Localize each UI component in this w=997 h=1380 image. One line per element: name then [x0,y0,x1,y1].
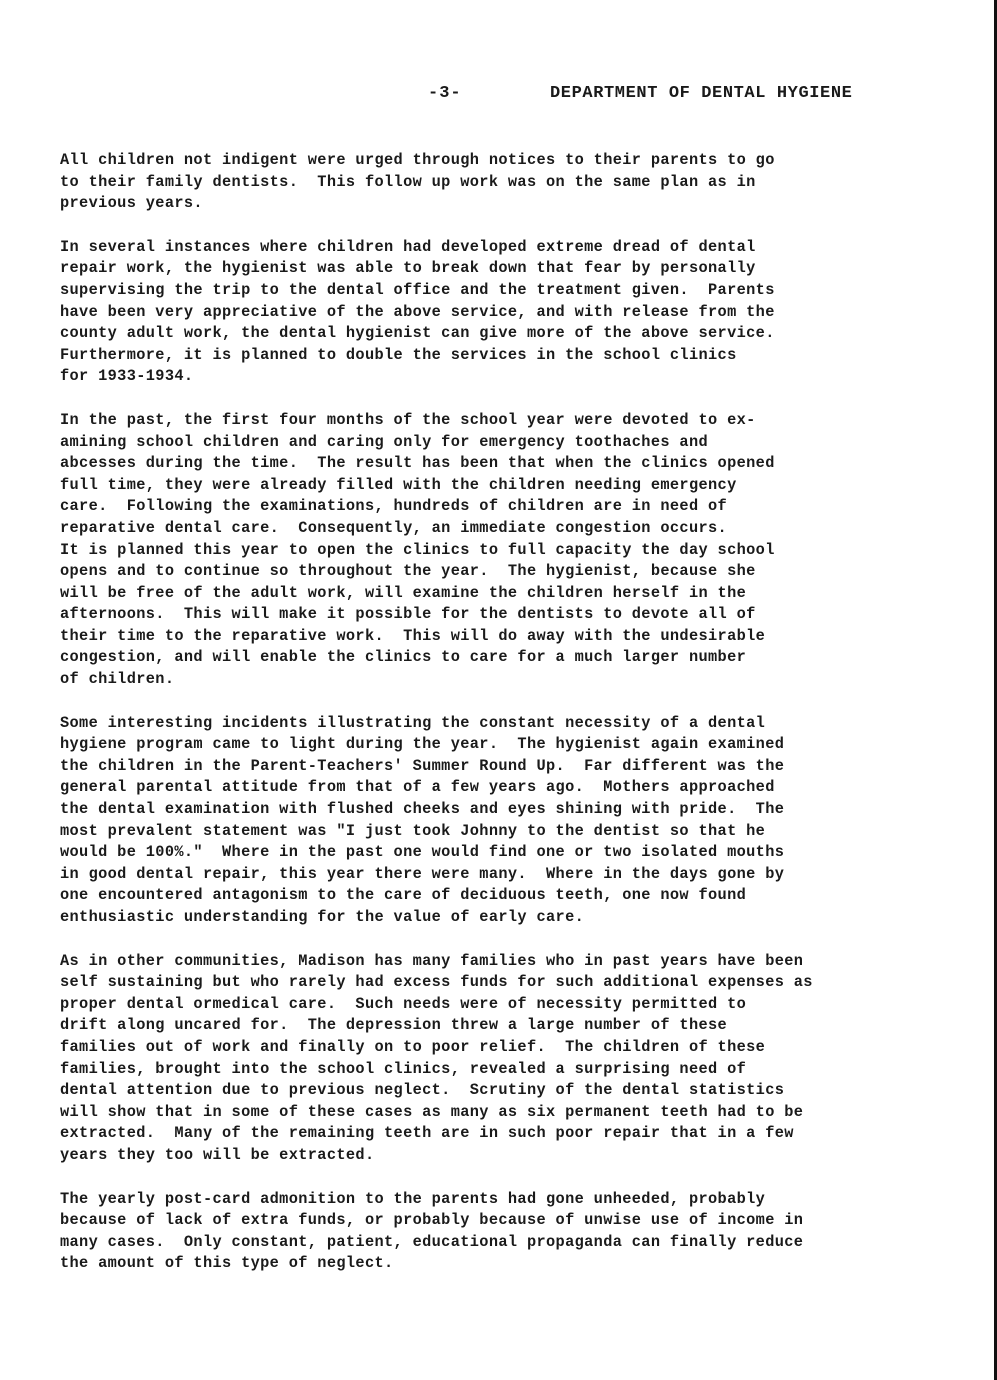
text-line: Some interesting incidents illustrating the constant necessity of a dental [60,713,766,732]
text-line: drift along uncared for. The depression threw a large number of these [60,1016,728,1035]
text-line: reparative dental care. Consequently, an immediate congestion occurs. [60,518,728,537]
text-line: It is planned this year to open the clinics to full capacity the day school [60,540,775,559]
text-line: will show that in some of these cases as many as six permanent teeth had to be [60,1102,804,1121]
text-line: extracted. Many of the remaining teeth are in such poor repair that in a few [60,1124,794,1143]
text-line: will be free of the adult work, will examine the children herself in the [60,583,747,602]
text-line: abcesses during the time. The result has been that when the clinics opened [60,454,775,473]
text-line: previous years. [60,194,203,213]
text-line: one encountered antagonism to the care of deciduous teeth, one now found [60,886,747,905]
text-line: congestion, and will enable the clinics to care for a much larger number [60,648,747,667]
text-line: have been very appreciative of the above service, and with release from the [60,302,775,321]
text-line: hygiene program came to light during the year. The hygienist again examined [60,735,785,754]
text-line: opens and to continue so throughout the year. The hygienist, because she [60,562,756,581]
text-line: because of lack of extra funds, or probably because of unwise use of income in [60,1211,804,1230]
text-line: Furthermore, it is planned to double the services in the school clinics [60,345,737,364]
text-line: supervising the trip to the dental office and the treatment given. Parents [60,280,775,299]
text-line: many cases. Only constant, patient, educational propaganda can finally reduce [60,1232,804,1251]
text-line: the dental examination with flushed cheeks and eyes shining with pride. The [60,800,785,819]
text-line: the amount of this type of neglect. [60,1254,394,1273]
paragraph-depression-families [60,951,960,1167]
paragraph-clinic-schedule [60,410,960,691]
text-line: In several instances where children had developed extreme dread of dental [60,237,756,256]
text-line: county adult work, the dental hygienist can give more of the above service. [60,324,775,343]
text-line: In the past, the first four months of the school year were devoted to ex- [60,410,756,429]
paragraph-family-dentists [60,150,960,215]
text-line: proper dental ormedical care. Such needs were of necessity permitted to [60,994,747,1013]
text-line: of children. [60,670,175,689]
text-line: in good dental repair, this year there were many. Where in the days gone by [60,864,785,883]
text-line: The yearly post-card admonition to the parents had gone unheeded, probably [60,1189,766,1208]
text-line: full time, they were already filled with the children needing emergency [60,475,737,494]
text-line: for 1933-1934. [60,367,194,386]
document-body [60,150,960,1297]
text-line: families, brought into the school clinics, revealed a surprising need of [60,1059,747,1078]
text-line: their time to the reparative work. This will do away with the undesirable [60,626,766,645]
text-line: care. Following the examinations, hundreds of children are in need of [60,497,728,516]
page-header [0,84,997,108]
text-line: As in other communities, Madison has many families who in past years have been [60,951,804,970]
paragraph-summer-round-up [60,713,960,929]
text-line: All children not indigent were urged through notices to their parents to go [60,151,775,169]
text-line: families out of work and finally on to poor relief. The children of these [60,1037,766,1056]
text-line: would be 100%." Where in the past one would find one or two isolated mouths [60,843,785,862]
text-line: enthusiastic understanding for the value of early care. [60,908,585,926]
paragraph-post-card-admonition [60,1189,960,1275]
text-line: amining school children and caring only for emergency toothaches and [60,432,709,451]
text-line: to their family dentists. This follow up work was on the same plan as in [60,172,756,191]
text-line: afternoons. This will make it possible for the dentists to devote all of [60,605,756,624]
page-number: -3- [428,84,462,103]
text-line: repair work, the hygienist was able to break down that fear by personally [60,259,756,278]
department-title: DEPARTMENT OF DENTAL HYGIENE [550,84,853,103]
text-line: the children in the Parent-Teachers' Summer Round Up. Far different was the [60,756,785,775]
text-line: dental attention due to previous neglect. Scrutiny of the dental statistics [60,1081,785,1100]
text-line: general parental attitude from that of a few years ago. Mothers approached [60,778,775,797]
text-line: self sustaining but who rarely had excess funds for such additional expenses as [60,973,813,992]
text-line: years they too will be extracted. [60,1145,375,1164]
text-line: most prevalent statement was "I just took Johnny to the dentist so that he [60,821,766,840]
paragraph-dental-dread [60,237,960,388]
